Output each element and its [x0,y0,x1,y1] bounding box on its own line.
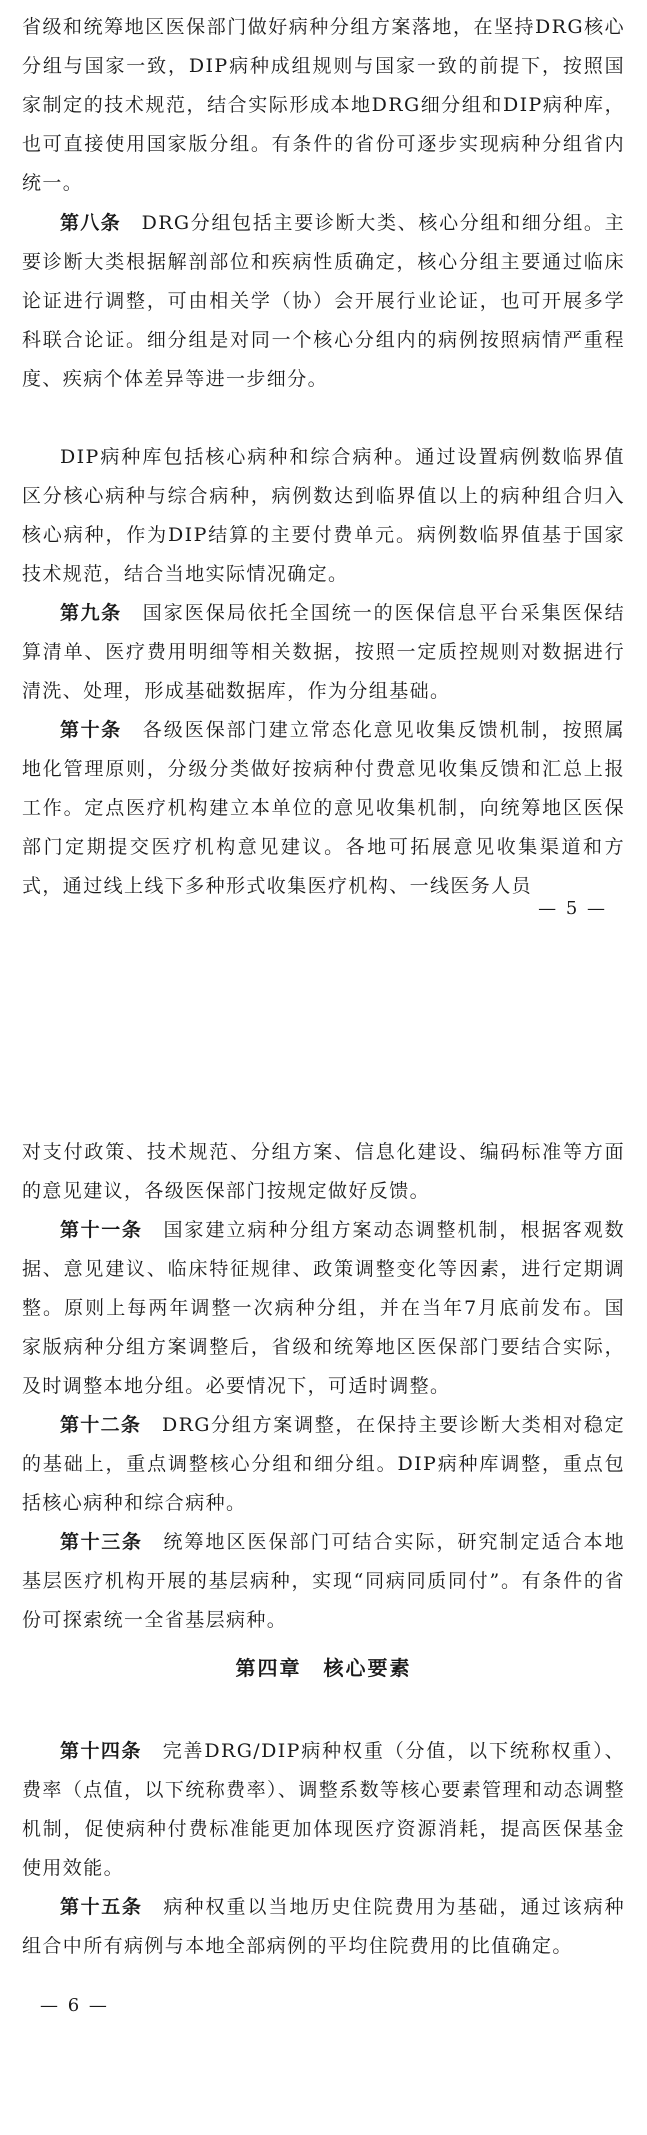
paragraph-continued [22,1133,625,1211]
article-label: 第九条 [60,602,122,624]
paragraph-text: DRG分组方案调整，在保持主要诊断大类相对稳定的基础上，重点调整核心分组和细分组。DIP病种库调整，重点包括核心病种和综合病种。 [22,1414,625,1514]
paragraph-intro [22,8,625,203]
article-8 [22,204,625,399]
paragraph-text: 对支付政策、技术规范、分组方案、信息化建设、编码标准等方面的意见建议，各级医保部门按规定做好反馈。 [22,1141,625,1202]
article-label: 第十一条 [60,1219,143,1241]
paragraph-text: 统筹地区医保部门可结合实际，研究制定适合本地基层医疗机构开展的基层病种，实现“同病同质同付”。有条件的省份可探索统一全省基层病种。 [22,1531,625,1631]
article-label: 第十二条 [60,1414,142,1436]
article-label: 第十五条 [60,1896,143,1918]
article-13 [22,1523,625,1640]
paragraph-text: 病种权重以当地历史住院费用为基础，通过该病种组合中所有病例与本地全部病例的平均住院费用的比值确定。 [22,1896,625,1957]
article-label: 第十三条 [60,1531,143,1553]
article-label: 第八条 [60,212,121,234]
article-12 [22,1406,625,1523]
article-10 [22,711,625,906]
chapter-heading: 第四章 核心要素 [235,1656,412,1680]
paragraph-text: DIP病种库包括核心病种和综合病种。通过设置病例数临界值区分核心病种与综合病种，病例数达到临界值以上的病种组合归入核心病种，作为DIP结算的主要付费单元。病例数临界值基于国家技术规范，结合当地实际情况确定。 [22,446,625,585]
page-number: — 6 — [40,1995,109,2016]
paragraph-text: DRG分组包括主要诊断大类、核心分组和细分组。主要诊断大类根据解剖部位和疾病性质确定，核心分组主要通过临床论证进行调整，可由相关学（协）会开展行业论证，也可开展多学科联合论证。细分组是对同一个核心分组内的病例按照病情严重程度、疾病个体差异等进一步细分。 [22,212,625,390]
article-label: 第十条 [60,719,122,741]
paragraph-text: 省级和统筹地区医保部门做好病种分组方案落地，在坚持DRG核心分组与国家一致，DIP病种成组规则与国家一致的前提下，按照国家制定的技术规范，结合实际形成本地DRG细分组和DIP病种库，也可直接使用国家版分组。有条件的省份可逐步实现病种分组省内统一。 [22,16,625,194]
article-9 [22,594,625,711]
paragraph-text: 国家建立病种分组方案动态调整机制，根据客观数据、意见建议、临床特征规律、政策调整变化等因素，进行定期调整。原则上每两年调整一次病种分组，并在当年7月底前发布。国家版病种分组方案调整后，省级和统筹地区医保部门要结合实际，及时调整本地分组。必要情况下，可适时调整。 [22,1219,625,1397]
article-15 [22,1888,625,1966]
article-11 [22,1211,625,1406]
paragraph-text: 各级医保部门建立常态化意见收集反馈机制，按照属地化管理原则，分级分类做好按病种付费意见收集反馈和汇总上报工作。定点医疗机构建立本单位的意见收集机制，向统筹地区医保部门定期提交医疗机构意见建议。各地可拓展意见收集渠道和方式，通过线上线下多种形式收集医疗机构、一线医务人员 [22,719,625,897]
paragraph-text: 完善DRG/DIP病种权重（分值，以下统称权重）、费率（点值，以下统称费率）、调整系数等核心要素管理和动态调整机制，促使病种付费标准能更加体现医疗资源消耗，提高医保基金使用效能。 [22,1740,625,1879]
page-number: — 5 — [538,898,607,919]
article-14 [22,1732,625,1888]
paragraph-dip-library [22,438,625,594]
paragraph-text: 国家医保局依托全国统一的医保信息平台采集医保结算清单、医疗费用明细等相关数据，按照一定质控规则对数据进行清洗、处理，形成基础数据库，作为分组基础。 [22,602,625,702]
article-label: 第十四条 [60,1740,142,1762]
